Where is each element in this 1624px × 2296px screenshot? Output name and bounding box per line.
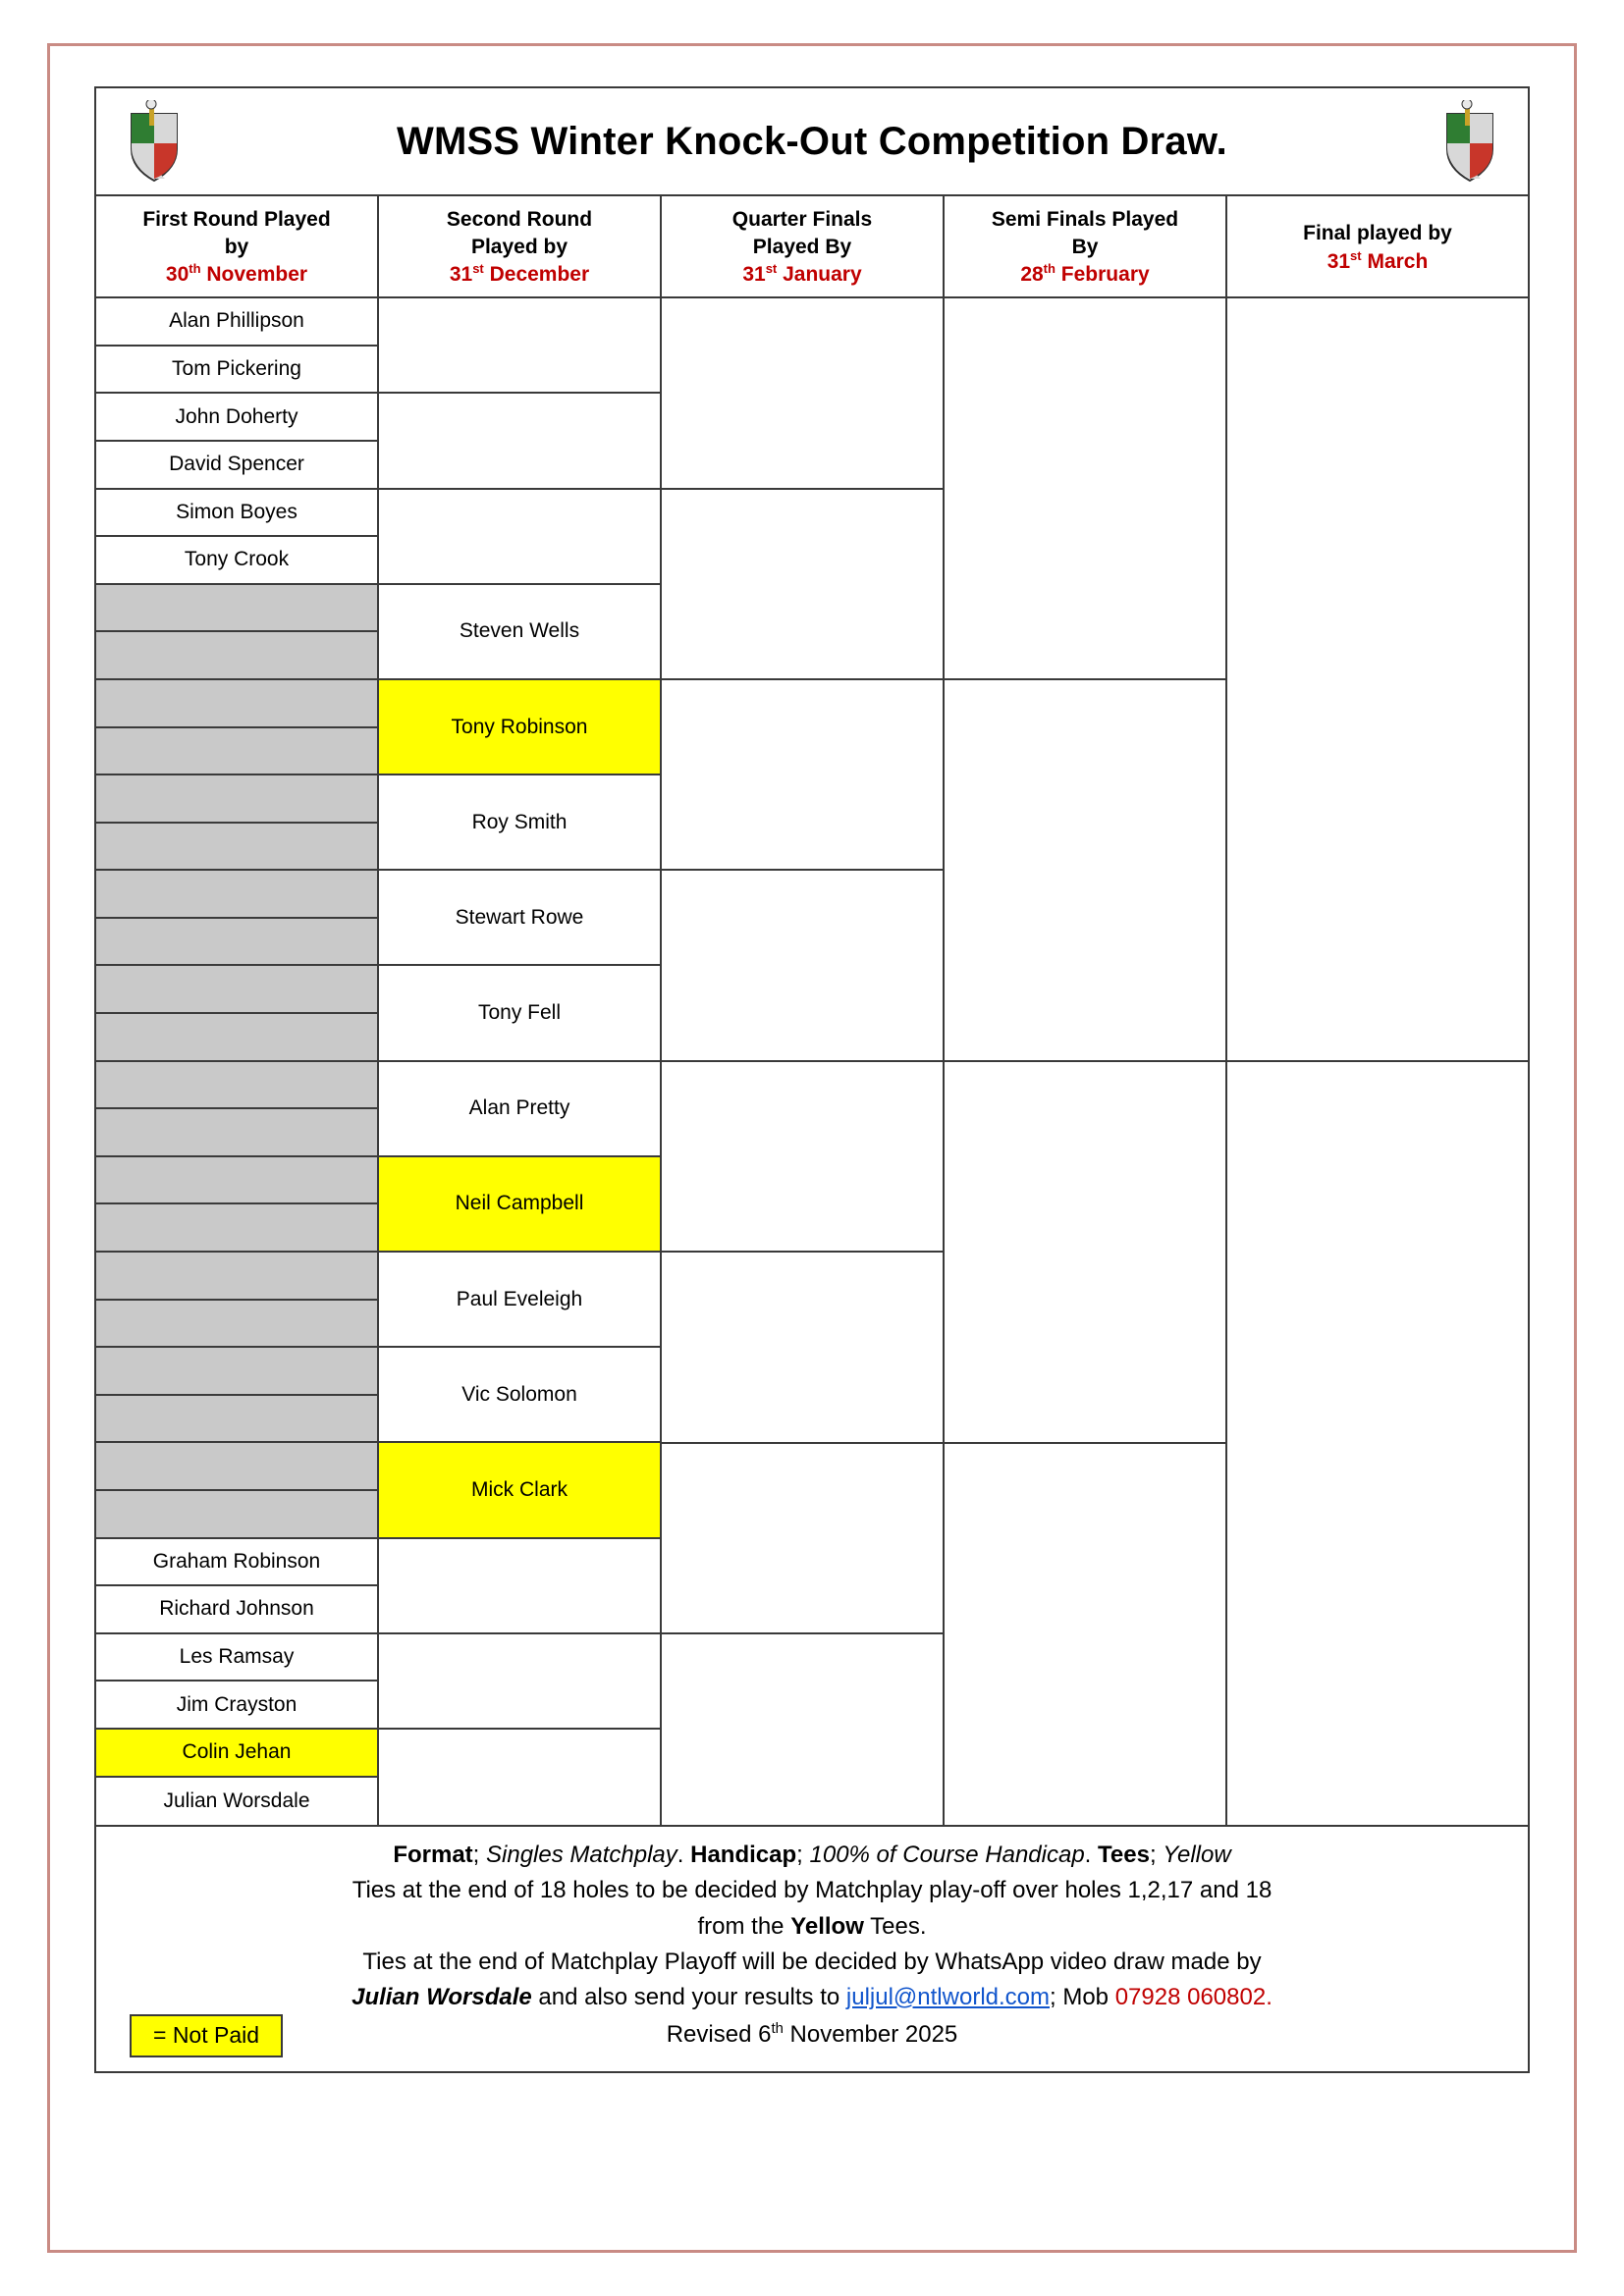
second-round-slot[interactable] (379, 871, 660, 966)
first-round-slot[interactable] (96, 1109, 377, 1157)
first-round-slot[interactable] (96, 824, 377, 872)
quarter-final-slot[interactable] (662, 1253, 943, 1443)
second-round-slot[interactable] (379, 966, 660, 1061)
organiser-name: Julian Worsdale (352, 1983, 532, 2010)
first-round-slot[interactable] (96, 1491, 377, 1539)
header-line1: Semi Finals Played (991, 208, 1179, 231)
column-semi-finals (945, 298, 1227, 1825)
player-name: Graham Robinson (152, 1549, 321, 1573)
first-round-slot[interactable] (96, 1539, 377, 1587)
player-name: Paul Eveleigh (456, 1287, 583, 1310)
second-round-slot[interactable] (379, 298, 660, 394)
not-paid-legend: = Not Paid (130, 2014, 283, 2058)
header-quarter-finals (662, 196, 945, 296)
header-line2: Played by (470, 235, 568, 258)
first-round-slot[interactable] (96, 871, 377, 919)
quarter-final-slot[interactable] (662, 871, 943, 1061)
tees-label: Tees (1098, 1842, 1150, 1869)
final-slot[interactable] (1227, 298, 1528, 1062)
player-name: Tony Crook (184, 548, 290, 571)
tie-rule-prefix: from the (697, 1912, 791, 1940)
column-second-round (379, 298, 662, 1825)
first-round-slot[interactable] (96, 347, 377, 395)
player-name: Alan Phillipson (169, 309, 304, 333)
mob-number: 07928 060802. (1114, 1983, 1272, 2010)
header-line2: by (224, 235, 249, 258)
tie-rule-line-1: Ties at the end of 18 holes to be decided by Matchplay play-off over holes 1,2,17 and 18 (352, 1877, 1272, 1904)
header-deadline: 31st December (449, 261, 590, 287)
header-semi-finals (945, 196, 1227, 296)
first-round-slot[interactable] (96, 490, 377, 538)
second-round-slot[interactable] (379, 1062, 660, 1157)
header-first-round (96, 196, 379, 296)
header-deadline: 30th November (165, 261, 308, 287)
semi-final-slot[interactable] (945, 1444, 1225, 1826)
player-name: Tony Fell (477, 1001, 562, 1025)
quarter-final-slot[interactable] (662, 298, 943, 489)
draw-sheet (94, 86, 1530, 2073)
first-round-slot[interactable] (96, 919, 377, 967)
player-name: Tom Pickering (172, 357, 301, 381)
player-name: Alan Pretty (468, 1096, 570, 1120)
header-line1: First Round Played (142, 208, 331, 231)
second-round-slot[interactable] (379, 1348, 660, 1443)
column-first-round (96, 298, 379, 1825)
player-name: Mick Clark (471, 1478, 568, 1501)
header-final (1227, 196, 1528, 296)
header-line2: By (1071, 235, 1099, 258)
header-deadline: 28th February (1020, 261, 1150, 287)
email-link[interactable]: juljul@ntlworld.com (845, 1983, 1050, 2010)
header-second-round (379, 196, 662, 296)
tie-rule-suffix: Tees. (863, 1912, 927, 1940)
title-bar (96, 88, 1528, 196)
first-round-slot[interactable] (96, 442, 377, 490)
header-line2: Played By (752, 235, 852, 258)
second-round-slot[interactable] (379, 585, 660, 680)
player-name: John Doherty (175, 404, 298, 428)
round-headers (96, 196, 1528, 298)
second-round-slot[interactable] (379, 775, 660, 871)
format-line: Format; Singles Matchplay. Handicap; 100% of Course Handicap. Tees; Yellow (393, 1842, 1231, 1869)
second-round-slot[interactable] (379, 394, 660, 489)
player-name: Stewart Rowe (455, 905, 584, 929)
player-name: Les Ramsay (179, 1645, 295, 1669)
mob-label: ; Mob (1050, 1983, 1115, 2010)
second-round-slot[interactable] (379, 1157, 660, 1253)
handicap-value: 100% of Course Handicap (809, 1842, 1085, 1869)
second-round-slot[interactable] (379, 1443, 660, 1538)
first-round-slot[interactable] (96, 1634, 377, 1682)
handicap-label: Handicap (690, 1842, 797, 1869)
first-round-slot[interactable] (96, 728, 377, 776)
golf-club-crest-icon (124, 100, 185, 183)
semi-final-slot[interactable] (945, 1062, 1225, 1444)
player-name: Richard Johnson (159, 1597, 314, 1621)
first-round-slot[interactable] (96, 537, 377, 585)
second-round-slot[interactable] (379, 1253, 660, 1348)
first-round-slot[interactable] (96, 966, 377, 1014)
column-final (1227, 298, 1528, 1825)
second-round-slot[interactable] (379, 1730, 660, 1825)
first-round-slot[interactable] (96, 1204, 377, 1253)
player-name: Tony Robinson (451, 715, 588, 738)
whatsapp-rule-line: Ties at the end of Matchplay Playoff will be decided by WhatsApp video draw made by (362, 1948, 1262, 1975)
first-round-slot[interactable] (96, 632, 377, 680)
column-quarter-finals (662, 298, 945, 1825)
player-name: Steven Wells (459, 619, 580, 643)
header-deadline: 31st March (1326, 247, 1429, 273)
quarter-final-slot[interactable] (662, 680, 943, 871)
revised-date: Revised 6th November 2025 (666, 2020, 958, 2048)
player-name: Julian Worsdale (163, 1789, 310, 1812)
first-round-slot[interactable] (96, 298, 377, 347)
tie-rule-line-2 (112, 1910, 1512, 1944)
player-name: Jim Crayston (176, 1692, 298, 1716)
quarter-final-slot[interactable] (662, 490, 943, 680)
header-line1: Final played by (1303, 221, 1452, 244)
second-round-slot[interactable] (379, 490, 660, 585)
contact-line (112, 1981, 1512, 2014)
first-round-slot[interactable] (96, 1396, 377, 1444)
player-name: Neil Campbell (455, 1192, 584, 1215)
player-name: Colin Jehan (182, 1740, 292, 1764)
first-round-slot[interactable] (96, 1443, 377, 1491)
semi-final-slot[interactable] (945, 680, 1225, 1062)
quarter-final-slot[interactable] (662, 1444, 943, 1634)
first-round-slot[interactable] (96, 1348, 377, 1396)
player-name: Simon Boyes (176, 500, 298, 523)
first-round-slot[interactable] (96, 680, 377, 728)
first-round-slot[interactable] (96, 1301, 377, 1349)
golf-club-crest-icon (1439, 100, 1500, 183)
first-round-slot[interactable] (96, 1157, 377, 1205)
player-name: Vic Solomon (461, 1382, 577, 1406)
rules-notes (96, 1827, 1528, 2071)
format-value: Singles Matchplay (486, 1842, 677, 1869)
second-round-slot[interactable] (379, 680, 660, 775)
first-round-slot[interactable] (96, 775, 377, 824)
first-round-slot[interactable] (96, 1586, 377, 1634)
second-round-slot[interactable] (379, 1539, 660, 1634)
quarter-final-slot[interactable] (662, 1634, 943, 1825)
header-line1: Second Round (446, 208, 593, 231)
first-round-slot[interactable] (96, 1062, 377, 1110)
tie-rule-tees: Yellow (790, 1912, 864, 1940)
first-round-slot[interactable] (96, 585, 377, 633)
header-deadline: 31st January (742, 261, 862, 287)
player-name: David Spencer (169, 453, 304, 476)
first-round-slot[interactable] (96, 1682, 377, 1730)
first-round-slot[interactable] (96, 1778, 377, 1826)
second-round-slot[interactable] (379, 1634, 660, 1730)
send-results-text: and also send your results to (531, 1983, 846, 2010)
tees-value: Yellow (1163, 1842, 1231, 1869)
page-title: WMSS Winter Knock-Out Competition Draw. (397, 119, 1227, 163)
header-line1: Quarter Finals (731, 208, 873, 231)
quarter-final-slot[interactable] (662, 1062, 943, 1253)
first-round-slot[interactable] (96, 1014, 377, 1062)
final-slot[interactable] (1227, 1062, 1528, 1826)
bracket-grid (96, 298, 1528, 1827)
semi-final-slot[interactable] (945, 298, 1225, 680)
first-round-slot[interactable] (96, 394, 377, 442)
first-round-slot[interactable] (96, 1730, 377, 1778)
format-label: Format (393, 1842, 473, 1869)
first-round-slot[interactable] (96, 1253, 377, 1301)
player-name: Roy Smith (471, 810, 568, 833)
